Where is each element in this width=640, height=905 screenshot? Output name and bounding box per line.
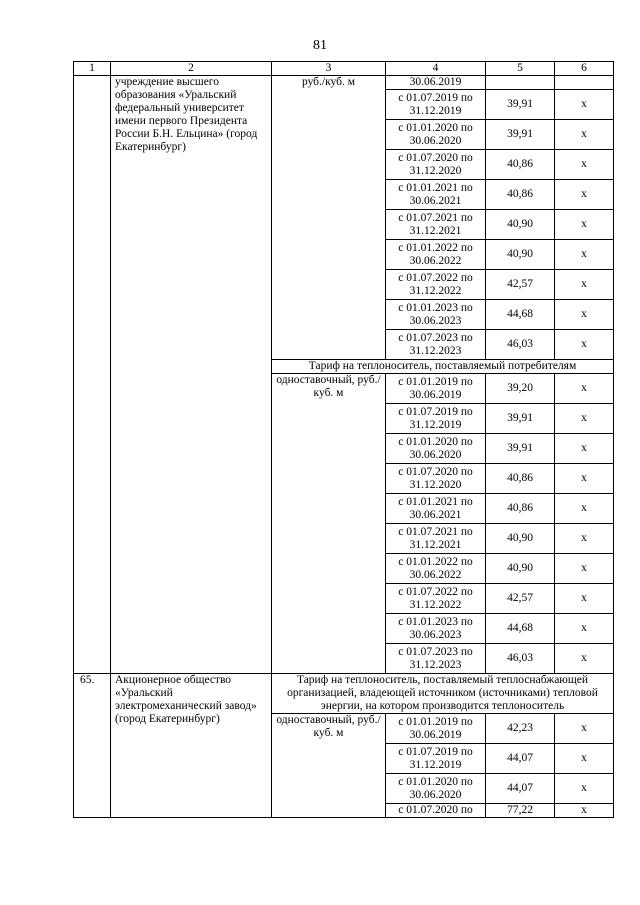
tariff-period: с 01.07.2022 по 31.12.2022 [386,270,486,300]
tariff-mark: х [555,404,614,434]
tariff-value: 42,23 [486,714,555,744]
tariff-mark: х [555,464,614,494]
tariff-mark: х [555,150,614,180]
tariff-period: с 01.07.2021 по 31.12.2021 [386,210,486,240]
tariff-value: 40,86 [486,150,555,180]
tariff-period: с 01.07.2019 по 31.12.2019 [386,90,486,120]
tariff-value: 39,91 [486,404,555,434]
tariff-mark: х [555,434,614,464]
header-cell: 6 [555,62,614,76]
tariff-value: 44,68 [486,300,555,330]
header-cell: 5 [486,62,555,76]
tariff-period: с 01.01.2019 по 30.06.2019 [386,714,486,744]
tariff-value: 42,57 [486,270,555,300]
tariff-value: 40,90 [486,210,555,240]
tariff-group-title: Тариф на теплоноситель, поставляемый теплоснабжающей организацией, владеющей источником (источниками) тепловой энергии, на котором производится теплоноситель [272,674,614,714]
tariff-value: 40,90 [486,240,555,270]
tariff-value: 46,03 [486,330,555,360]
tariff-period: с 01.07.2019 по 31.12.2019 [386,744,486,774]
header-cell: 2 [111,62,272,76]
tariff-value: 40,86 [486,180,555,210]
tariff-mark: х [555,180,614,210]
tariff-value: 39,91 [486,90,555,120]
page-number: 81 [313,38,327,53]
tariff-group-title: Тариф на теплоноситель, поставляемый потребителям [272,360,614,374]
tariff-period: с 01.01.2020 по 30.06.2020 [386,774,486,804]
tariff-table [73,61,614,818]
tariff-period: с 01.01.2020 по 30.06.2020 [386,434,486,464]
organization-name: учреждение высшего образования «Уральский федеральный университет имени первого Президента России Б.Н. Ельцина» (город Екатеринбург) [111,76,272,674]
tariff-period: с 01.07.2022 по 31.12.2022 [386,584,486,614]
tariff-mark: х [555,120,614,150]
tariff-unit: одноставочный, руб./куб. м [272,374,386,674]
row-number [74,76,111,674]
group-title-row [74,674,614,714]
tariff-mark: х [555,644,614,674]
header-cell: 3 [272,62,386,76]
tariff-value: 40,90 [486,554,555,584]
tariff-value: 39,91 [486,434,555,464]
tariff-unit: одноставочный, руб./куб. м [272,714,386,818]
tariff-period: с 01.01.2021 по 30.06.2021 [386,180,486,210]
tariff-period: с 01.07.2020 по [386,804,486,818]
tariff-mark: х [555,554,614,584]
tariff-mark: х [555,524,614,554]
tariff-period: с 01.07.2023 по 31.12.2023 [386,330,486,360]
tariff-value: 44,07 [486,774,555,804]
tariff-mark: х [555,494,614,524]
tariff-period: с 01.07.2020 по 31.12.2020 [386,150,486,180]
tariff-period: с 01.01.2019 по 30.06.2019 [386,374,486,404]
header-row [74,62,614,76]
header-cell: 1 [74,62,111,76]
tariff-period: с 01.07.2020 по 31.12.2020 [386,464,486,494]
tariff-mark: х [555,614,614,644]
tariff-period: с 01.07.2019 по 31.12.2019 [386,404,486,434]
tariff-value [486,76,555,90]
tariff-value: 40,86 [486,464,555,494]
tariff-value: 44,68 [486,614,555,644]
tariff-period: с 01.01.2020 по 30.06.2020 [386,120,486,150]
tariff-value: 40,90 [486,524,555,554]
tariff-mark: х [555,804,614,818]
tariff-mark: х [555,374,614,404]
tariff-mark [555,76,614,90]
tariff-period: с 01.07.2023 по 31.12.2023 [386,644,486,674]
tariff-mark: х [555,90,614,120]
tariff-mark: х [555,210,614,240]
tariff-value: 40,86 [486,494,555,524]
tariff-period: с 01.01.2022 по 30.06.2022 [386,240,486,270]
tariff-value: 39,20 [486,374,555,404]
tariff-mark: х [555,714,614,744]
tariff-mark: х [555,584,614,614]
organization-name: Акционерное общество «Уральский электромеханический завод» (город Екатеринбург) [111,674,272,818]
row-number: 65. [74,674,111,818]
tariff-value: 44,07 [486,744,555,774]
tariff-mark: х [555,270,614,300]
tariff-mark: х [555,744,614,774]
tariff-period: с 01.01.2023 по 30.06.2023 [386,614,486,644]
tariff-mark: х [555,300,614,330]
tariff-row [74,76,614,90]
tariff-value: 77,22 [486,804,555,818]
tariff-period: 30.06.2019 [386,76,486,90]
tariff-value: 39,91 [486,120,555,150]
tariff-period: с 01.01.2023 по 30.06.2023 [386,300,486,330]
tariff-mark: х [555,774,614,804]
tariff-value: 46,03 [486,644,555,674]
tariff-period: с 01.01.2021 по 30.06.2021 [386,494,486,524]
tariff-value: 42,57 [486,584,555,614]
tariff-period: с 01.07.2021 по 31.12.2021 [386,524,486,554]
header-cell: 4 [386,62,486,76]
tariff-mark: х [555,240,614,270]
tariff-period: с 01.01.2022 по 30.06.2022 [386,554,486,584]
tariff-mark: х [555,330,614,360]
tariff-unit: руб./куб. м [272,76,386,360]
